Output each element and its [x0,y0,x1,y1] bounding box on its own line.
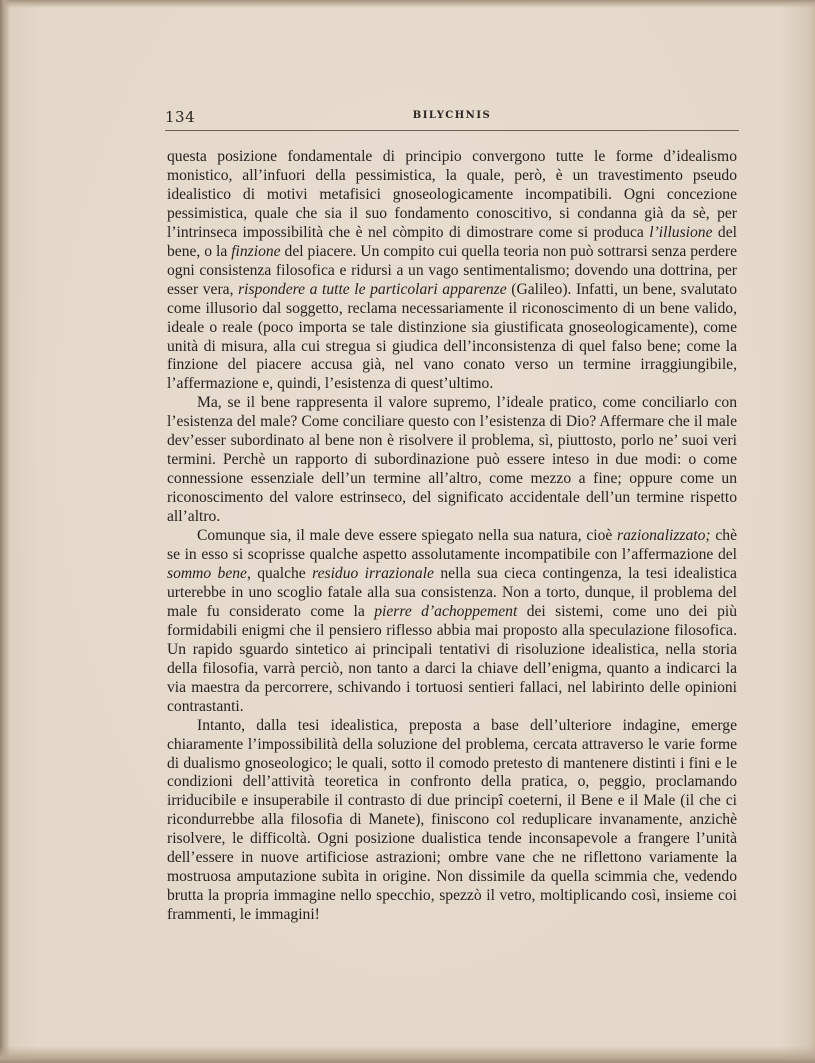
italic-run: l’illusione [649,223,713,241]
text-run: (Galileo). Infatti, un bene, svalutato come illusorio dal soggetto, reclama necessariamente il riconoscimento di un bene valido, ideale o reale (poco importa se tale distinzione sia giustificata gnoseologicamente), come unità di misura, alla cui stregua si giudica dell’inconsistenza di quel falso bene; come la finzione del piacere accusa già, nel vano conato verso un termine irraggiungibile, l’affermazione e, quindi, l’esistenza di quest’ultimo. [167,280,737,393]
italic-run: sommo bene [167,564,247,582]
running-head [165,108,739,131]
italic-run: residuo irrazionale [312,564,434,582]
journal-title: BILYCHNIS [412,110,492,121]
paragraph-2 [167,394,737,527]
page-bottom-edge [0,1046,815,1063]
page-top-edge [0,0,815,8]
text-run: del bene, o la [167,223,737,260]
italic-run: pierre d’achoppement [374,602,518,620]
text-run: nella sua cieca contingenza, la tesi idealistica urterebbe in uno scoglio fatale alla sua consistenza. Non a torto, dunque, il problema del male fu considerato come la [167,564,737,620]
paragraph-4 [167,717,737,925]
body-text [167,148,737,925]
text-run: questa posizione fondamentale di principio convergono tutte le forme d’idealismo monistico, all’infuori della pessimistica, la quale, però, è un travestimento pseudo idealistico di motivi metafisici gnoseologicamente incompatibili. Ogni concezione pessimistica, quale che sia il suo fondamento conoscitivo, si condanna già da sè, per l’intrinseca impossibilità che è nel còmpito di dimostrare come si produca [167,148,737,241]
text-run: dei sistemi, come uno dei più formidabili enigmi che il pensiero riflesso abbia mai proposto alla speculazione filosofica. Un rapido sguardo sintetico ai principali tentativi di risoluzione idealistica, nella storia della filosofia, varrà perciò, non tanto a darci la chiave dell’enigma, quanto a indicarci la via maestra da percorrere, schivando i tortuosi sentieri fallaci, nel labirinto delle opinioni contrastanti. [167,602,737,715]
text-run: chè se in esso si scoprisse qualche aspetto assolutamente incompatibile con l’affermazione del [167,527,737,564]
text-run: del piacere. Un compito cui quella teoria non può sottrarsi senza perdere ogni consistenza filosofica e ridursi a un vago sentimentalismo; dovendo una dottrina, per esser vera, [167,242,737,298]
page-left-edge [0,0,10,1063]
text-run: Intanto, dalla tesi idealistica, preposta a base dell’ulteriore indagine, emerge chiaramente l’impossibilità della soluzione del problema, cercata attraverso le varie forme di dualismo gnoseologico; le quali, sotto il comodo pretesto di mantenere distinti i fini e le condizioni dell’attività teoretica in confronto della pratica, o, peggio, proclamando irriducibile e insuperabile il contrasto di due principî coeterni, il Bene e il Male (il che ci ricondurrebbe alla filosofia di Manete), finiscono col reduplicare invanamente, anzichè risolvere, le difficoltà. Ogni posizione dualistica tende inconsapevole a frangere l’unità dell’essere in nuove artificiose astrazioni; ombre vane che ne riflettono variamente la mostruosa amputazione subìta in origine. Non dissimile da quella scimmia che, vedendo brutta la propria immagine nello specchio, spezzò il vetro, moltiplicando così, insieme coi frammenti, le immagini! [167,716,737,924]
italic-run: rispondere a tutte le particolari apparenze [238,280,507,298]
paragraph-1 [167,148,737,394]
text-run: Comunque sia, il male deve essere spiegato nella sua natura, cioè [197,527,618,545]
italic-run: razionalizzato; [617,527,711,545]
text-run: , qualche [246,564,313,582]
italic-run: finzione [231,242,281,260]
text-run: Ma, se il bene rappresenta il valore supremo, l’ideale pratico, come conciliarlo con l’esistenza del male? Come conciliare questo con l’esistenza di Dio? Affermare che il male dev’esser subordinato al bene non è risolvere il problema, sì, piuttosto, porlo ne’ suoi veri termini. Perchè un rapporto di subordinazione può essere inteso in due modi: o come connessione essenziale dell’un termine all’altro, come mezzo a fine; oppure come un riconoscimento del valore estrinseco, del significato accidentale dell’un termine rispetto all’altro. [167,394,737,526]
page-number: 134 [165,108,196,126]
paragraph-3 [167,527,737,717]
